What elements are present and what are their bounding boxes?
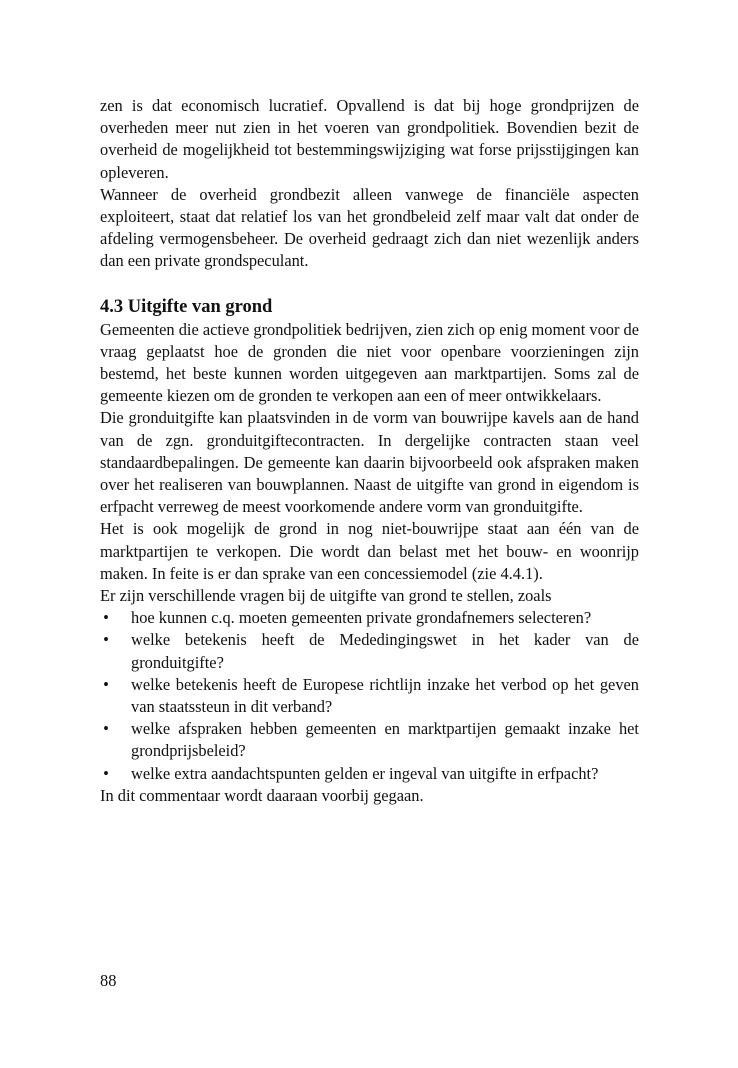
paragraph-financial-aspects: Wanneer de overheid grondbezit alleen vanwege de financiële aspecten exploiteert, staat dat relatief los van het grondbeleid zelf maar valt dat onder de afdeling vermogensbeheer. De overheid gedraagt zich dan niet wezenlijk anders dan een private grondspeculant. xyxy=(100,184,639,271)
list-item-text: hoe kunnen c.q. moeten gemeenten private grondafnemers selecteren? xyxy=(131,608,592,628)
list-item-text: welke betekenis heeft de Europese richtlijn inzake het verbod op het geven van staatssteun in dit verband? xyxy=(131,674,639,717)
list-item-text: welke betekenis heeft de Mededingingswet in het kader van de gronduitgifte? xyxy=(131,630,639,672)
bullet-icon: • xyxy=(103,674,109,694)
paragraph-continuation: zen is dat economisch lucratief. Opvallend is dat bij hoge grondprijzen de overheden meer nut zien in het voeren van grondpolitiek. Bovendien bezit de overheid de mogelijkheid tot bestemmingswijziging wat forse prijsstijgingen kan opleveren. xyxy=(100,96,639,182)
paragraph-land-issue-contracts: Die gronduitgifte kan plaatsvinden in de vorm van bouwrijpe kavels aan de hand van de zgn. gronduitgiftecontracten. In dergelijke contracten staan veel standaardbepalingen. De gemeente kan daarin bijvoorbeeld ook afspraken maken over het realiseren van bouwplannen. Naast de uitgifte van grond in eigendom is erfpacht verreweg de meest voorkomende andere vorm van gronduitgifte. xyxy=(100,408,639,517)
section-spacer xyxy=(100,273,639,295)
question-list xyxy=(100,607,639,785)
paragraph-questions-intro: Er zijn verschillende vragen bij de uitgifte van grond te stellen, zoals xyxy=(100,586,552,606)
list-item xyxy=(100,674,639,718)
paragraph-active-land-policy: Gemeenten die actieve grondpolitiek bedrijven, zien zich op enig moment voor de vraag geplaatst hoe de gronden die niet voor openbare voorzieningen zijn bestemd, het beste kunnen worden uitgegeven aan marktpartijen. Soms zal de gemeente kiezen om de gronden te verkopen aan een of meer ontwikkelaars. xyxy=(100,319,639,406)
bullet-icon: • xyxy=(103,719,109,739)
list-item xyxy=(100,763,639,785)
section-heading: 4.3 Uitgifte van grond xyxy=(100,296,273,317)
bullet-icon: • xyxy=(103,763,109,783)
bullet-icon: • xyxy=(103,608,109,628)
list-item-text: welke extra aandachtspunten gelden er ingeval van uitgifte in erfpacht? xyxy=(131,763,599,783)
page-number: 88 xyxy=(100,971,117,990)
list-item-text: welke afspraken hebben gemeenten en marktpartijen gemaakt inzake het grondprijsbeleid? xyxy=(131,719,639,761)
list-item xyxy=(100,629,639,673)
list-item xyxy=(100,607,639,629)
page-body xyxy=(100,95,639,807)
paragraph-concession-model: Het is ook mogelijk de grond in nog niet-bouwrijpe staat aan één van de marktpartijen te verkopen. Die wordt dan belast met het bouw- en woonrijp maken. In feite is er dan sprake van een concessiemodel (zie 4.4.1). xyxy=(100,519,639,583)
bullet-icon: • xyxy=(103,630,109,650)
list-item xyxy=(100,718,639,762)
paragraph-closing: In dit commentaar wordt daaraan voorbij gegaan. xyxy=(100,785,424,805)
